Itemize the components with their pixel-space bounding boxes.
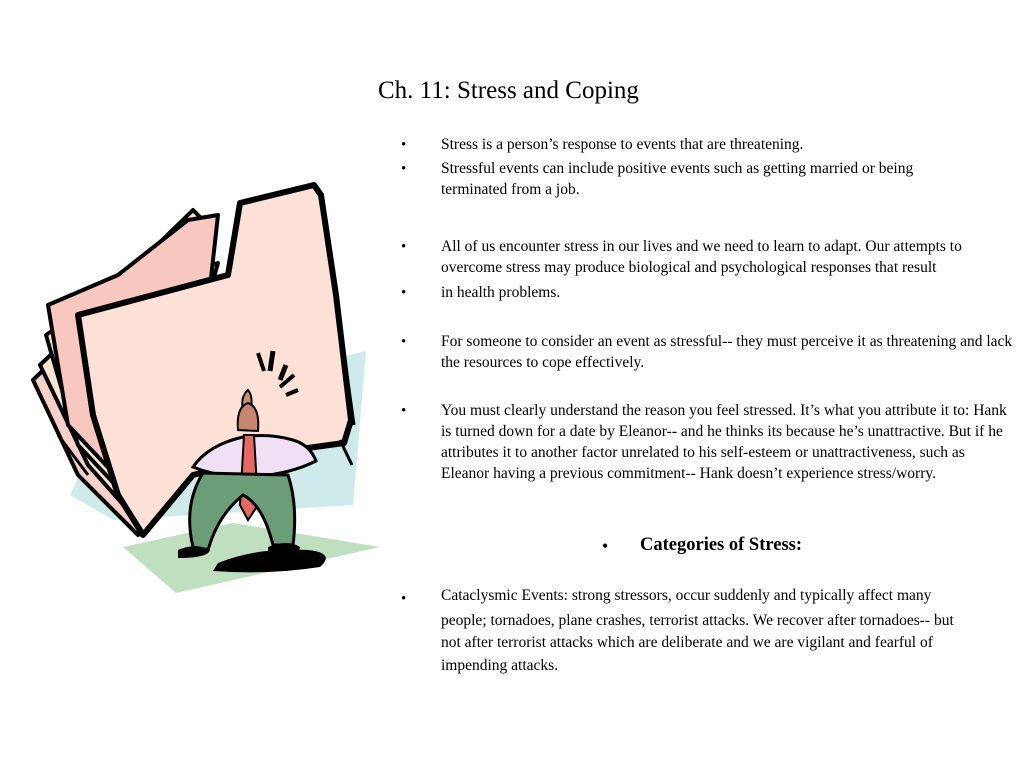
bullet-text: You must clearly understand the reason you feel stressed. It’s what you attribute it to: Hank is turned down for a date by Eleanor-- and he thinks its because he’s unattractive. But if he attributes it to another factor unrelated to his self-esteem or unattractiveness, such as Eleanor having a previous commitment-- Hank doesn’t experience stress/worry. — [441, 402, 1007, 482]
bullet-marker: • — [602, 536, 609, 556]
bullet-marker: • — [401, 137, 407, 153]
bullet-marker: • — [401, 285, 407, 301]
bullet-marker: • — [401, 334, 407, 350]
cataclysmic-line-3: not after terrorist attacks which are deliberate and we are vigilant and fearful of — [441, 634, 933, 651]
bullet-text: For someone to consider an event as stressful-- they must perceive it as threatening and lack the resources to cope effectively. — [441, 333, 1013, 371]
cataclysmic-line-4: impending attacks. — [441, 657, 559, 674]
bullet-text: Stress is a person’s response to events that are threatening. — [441, 136, 804, 153]
bullet-marker: • — [401, 161, 407, 177]
cataclysmic-line-1: Cataclysmic Events: strong stressors, occur suddenly and typically affect many — [441, 587, 932, 604]
bullet-text: in health problems. — [441, 284, 561, 301]
bullet-marker: • — [401, 403, 407, 419]
bullet-text: All of us encounter stress in our lives and we need to learn to adapt. Our attempts to overcome stress may produce biological and psychological responses that result — [441, 238, 962, 276]
bullet-marker: • — [401, 239, 407, 255]
bullet-marker: • — [401, 591, 407, 607]
cataclysmic-line-2: people; tornadoes, plane crashes, terrorist attacks. We recover after tornadoes-- but — [441, 612, 954, 629]
categories-heading: Categories of Stress: — [640, 535, 803, 555]
bullet-text: Stressful events can include positive events such as getting married or being terminated from a job. — [441, 160, 914, 198]
slide-title: Ch. 11: Stress and Coping — [378, 77, 639, 104]
